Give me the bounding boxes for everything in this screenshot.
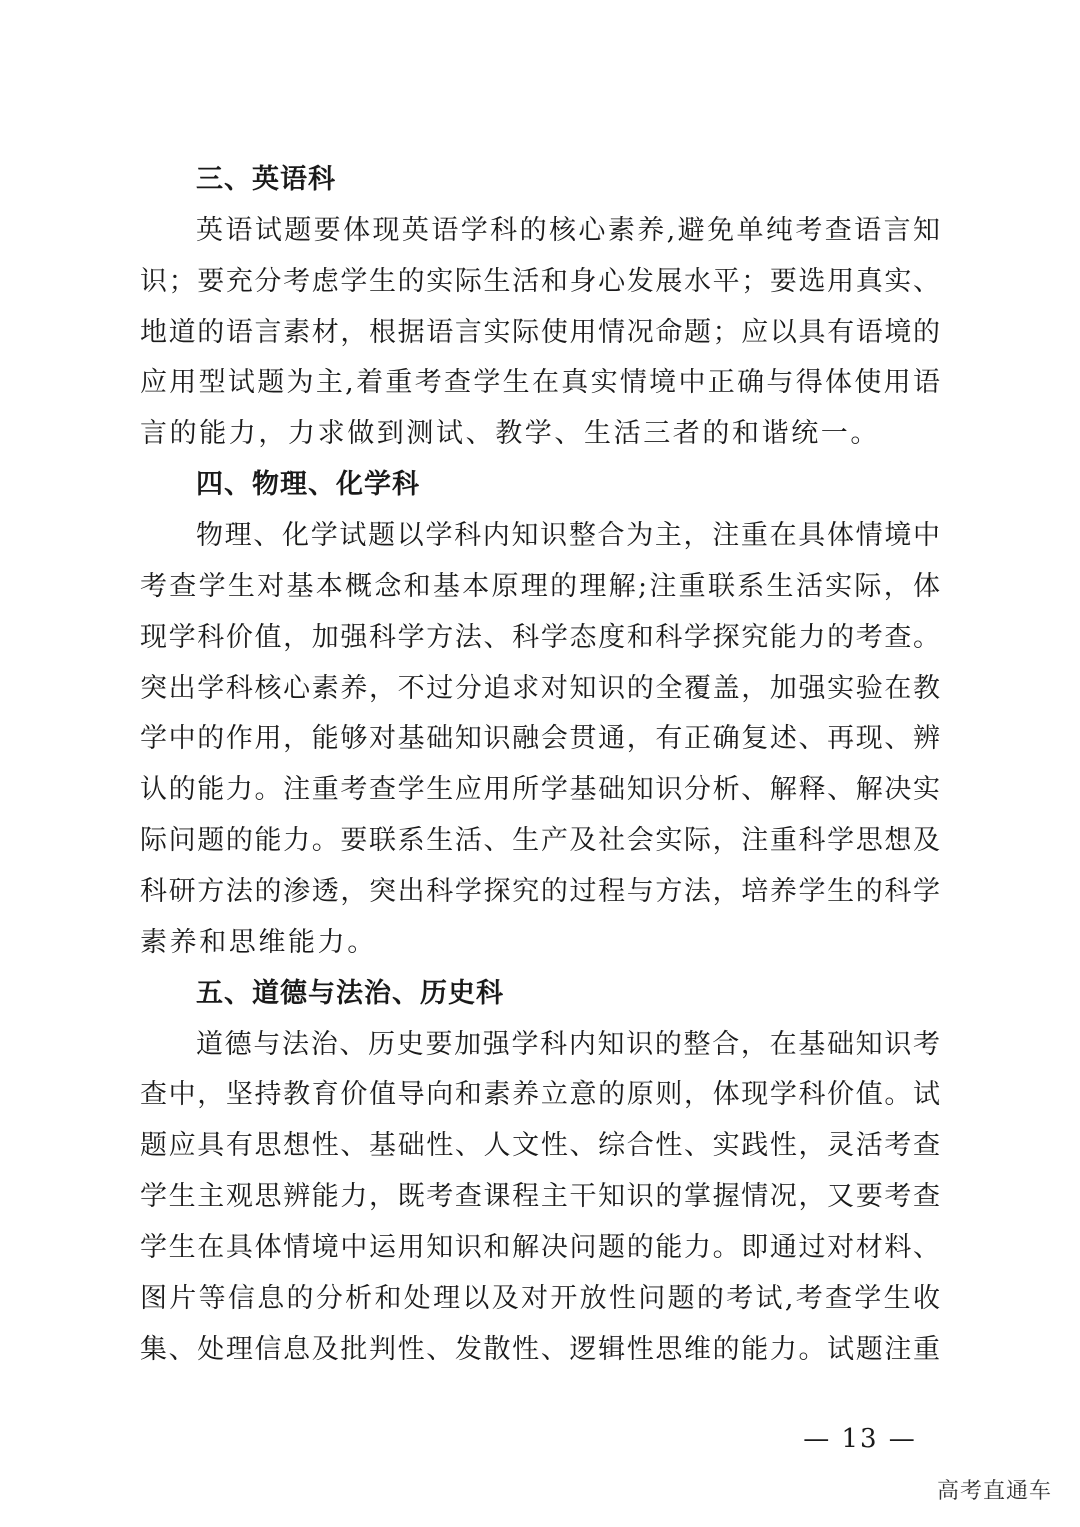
paragraph-line: 物理、化学试题以学科内知识整合为主，注重在具体情境中 bbox=[196, 520, 940, 552]
paragraph-line: 学生在具体情境中运用知识和解决问题的能力。即通过对材料、 bbox=[140, 1232, 940, 1264]
paragraph-line: 科研方法的渗透，突出科学探究的过程与方法，培养学生的科学 bbox=[140, 876, 940, 908]
section-heading: 三、英语科 bbox=[196, 164, 336, 195]
page-number-text: — 13 — bbox=[803, 1424, 917, 1454]
paragraph-line: 应用型试题为主,着重考查学生在真实情境中正确与得体使用语 bbox=[140, 367, 940, 399]
paragraph-line: 集、处理信息及批判性、发散性、逻辑性思维的能力。试题注重 bbox=[140, 1333, 940, 1365]
page-number bbox=[0, 1424, 1080, 1454]
paragraph-line: 图片等信息的分析和处理以及对开放性问题的考试,考查学生收 bbox=[140, 1282, 940, 1314]
paragraph-line: 认的能力。注重考查学生应用所学基础知识分析、解释、解决实 bbox=[140, 774, 940, 806]
section-heading: 五、道德与法治、历史科 bbox=[196, 977, 504, 1009]
paragraph-line: 素养和思维能力。 bbox=[140, 926, 377, 958]
paragraph-line: 言的能力，力求做到测试、教学、生活三者的和谐统一。 bbox=[140, 418, 880, 450]
paragraph-line: 题应具有思想性、基础性、人文性、综合性、实践性，灵活考查 bbox=[140, 1130, 940, 1162]
paragraph-line: 英语试题要体现英语学科的核心素养,避免单纯考查语言知 bbox=[196, 214, 940, 246]
paragraph-line: 地道的语言素材，根据语言实际使用情况命题；应以具有语境的 bbox=[140, 316, 940, 348]
section-heading: 四、物理、化学科 bbox=[196, 469, 420, 501]
watermark: 高考直通车 bbox=[936, 1479, 1052, 1504]
paragraph-line: 考查学生对基本概念和基本原理的理解;注重联系生活实际，体 bbox=[140, 570, 940, 602]
paragraph-line: 查中，坚持教育价值导向和素养立意的原则，体现学科价值。试 bbox=[140, 1079, 940, 1111]
paragraph-line: 现学科价值，加强科学方法、科学态度和科学探究能力的考查。 bbox=[140, 621, 940, 653]
paragraph-line: 识；要充分考虑学生的实际生活和身心发展水平；要选用真实、 bbox=[140, 265, 940, 297]
paragraph-line: 际问题的能力。要联系生活、生产及社会实际，注重科学思想及 bbox=[140, 825, 940, 857]
paragraph-line: 学中的作用，能够对基础知识融会贯通，有正确复述、再现、辨 bbox=[140, 723, 940, 755]
document-body bbox=[140, 155, 940, 1376]
paragraph-line: 道德与法治、历史要加强学科内知识的整合，在基础知识考 bbox=[196, 1028, 940, 1060]
paragraph-line: 学生主观思辨能力，既考查课程主干知识的掌握情况，又要考查 bbox=[140, 1181, 940, 1213]
paragraph-line: 突出学科核心素养，不过分追求对知识的全覆盖，加强实验在教 bbox=[140, 672, 940, 704]
